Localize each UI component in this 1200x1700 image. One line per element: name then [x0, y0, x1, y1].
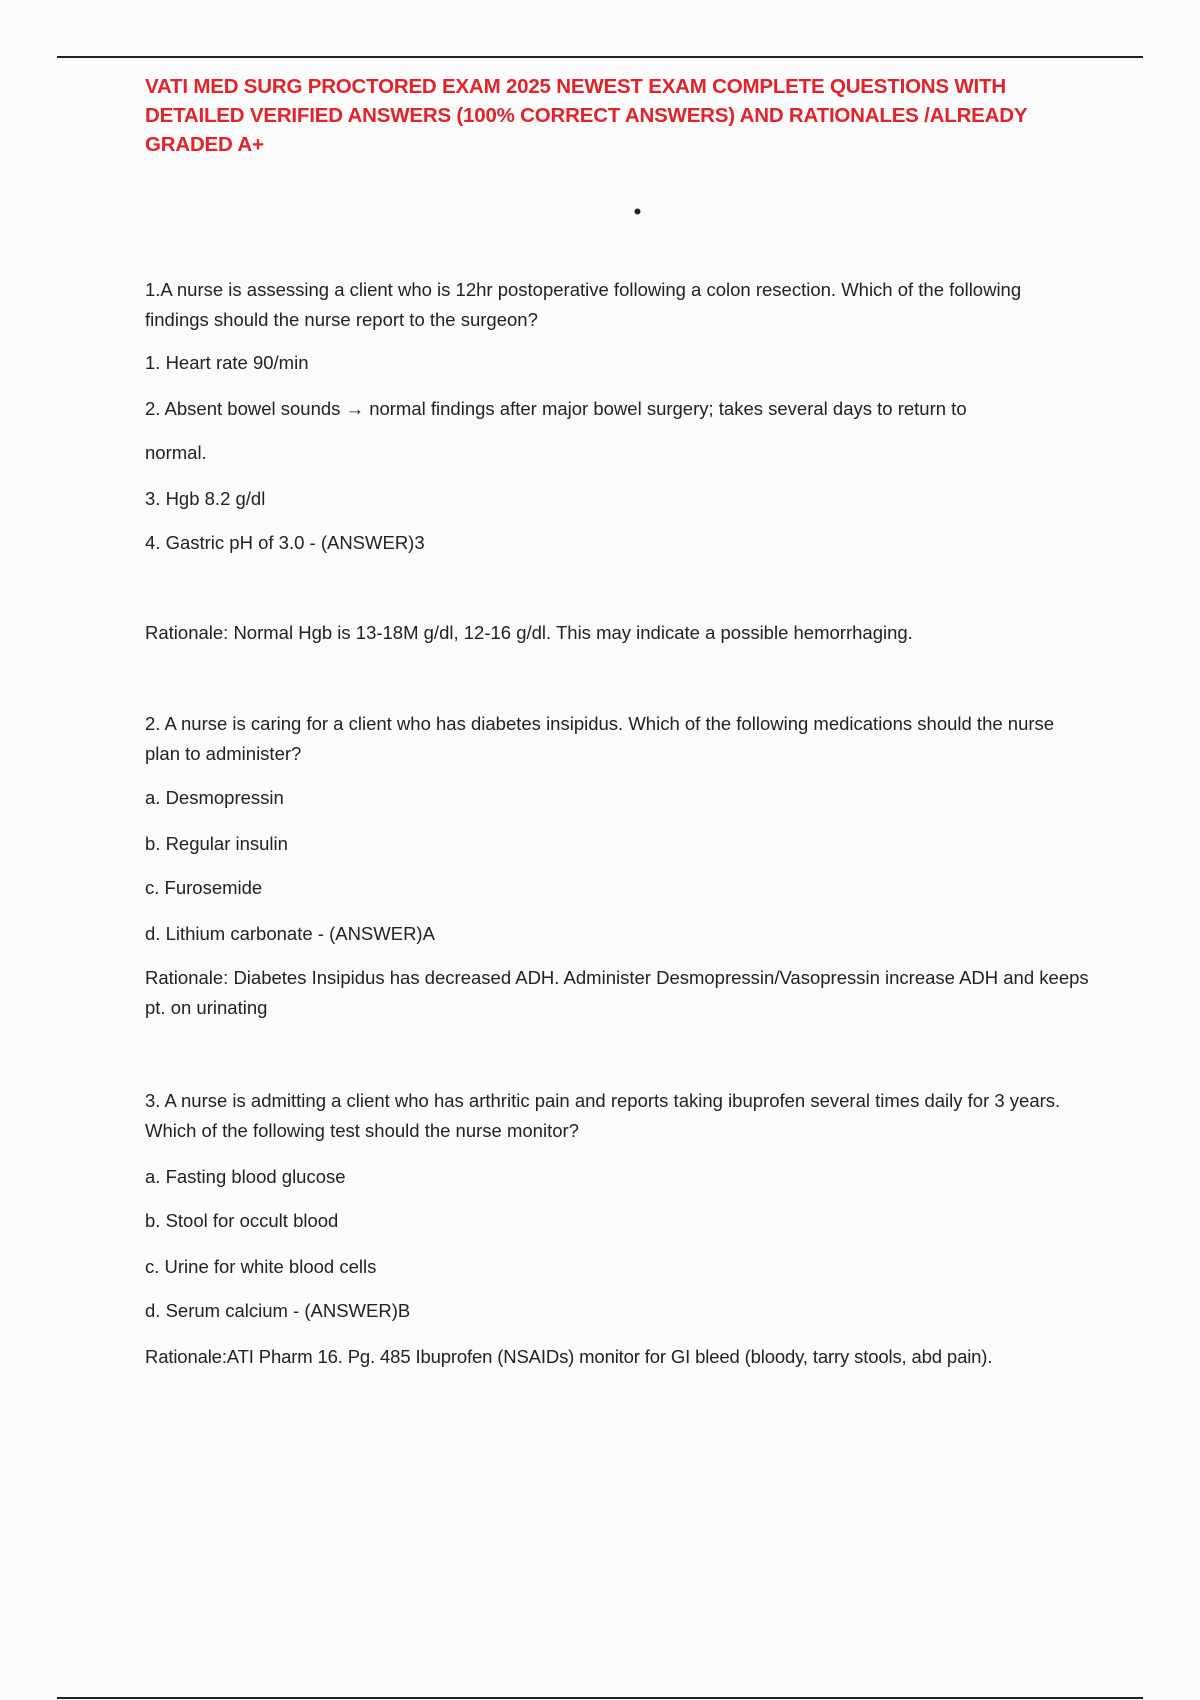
answer-option: 3. Hgb 8.2 g/dl	[145, 488, 266, 509]
answer-option: 1. Heart rate 90/min	[145, 352, 309, 373]
question-1	[145, 275, 1090, 648]
bullet-marker: •	[633, 199, 642, 224]
answer-option: a. Fasting blood glucose	[145, 1166, 346, 1187]
answer-option: b. Regular insulin	[145, 833, 288, 854]
rationale: Rationale: Normal Hgb is 13-18M g/dl, 12-16 g/dl. This may indicate a possible hemorrhaging.	[145, 622, 913, 643]
document-title: VATI MED SURG PROCTORED EXAM 2025 NEWEST EXAM COMPLETE QUESTIONS WITH DETAILED VERIFIED ANSWERS (100% CORRECT ANSWERS) AND RATIONALES /ALREADY GRADED A+	[145, 75, 1027, 156]
question-stem: 1.A nurse is assessing a client who is 12hr postoperative following a colon resection. Which of the following findings should the nurse report to the surgeon?	[145, 279, 1022, 330]
answer-option: b. Stool for occult blood	[145, 1210, 339, 1231]
answer-option: d. Serum calcium - (ANSWER)B	[145, 1300, 411, 1321]
rationale: Rationale:ATI Pharm 16. Pg. 485 Ibuprofen (NSAIDs) monitor for GI bleed (bloody, tarry stools, abd pain).	[145, 1346, 993, 1367]
answer-option: c. Urine for white blood cells	[145, 1256, 377, 1277]
question-2	[145, 709, 1090, 1023]
question-stem: 2. A nurse is caring for a client who has diabetes insipidus. Which of the following medications should the nurse plan to administer?	[145, 713, 1055, 764]
question-3	[145, 1086, 1090, 1372]
bottom-rule	[57, 1697, 1143, 1699]
document-body	[145, 72, 1090, 1372]
top-rule	[57, 56, 1143, 58]
answer-option: a. Desmopressin	[145, 787, 284, 808]
answer-option: 4. Gastric pH of 3.0 - (ANSWER)3	[145, 532, 425, 553]
answer-option: d. Lithium carbonate - (ANSWER)A	[145, 923, 435, 944]
answer-option: 2. Absent bowel sounds → normal findings after major bowel surgery; takes several days to return to	[145, 398, 967, 419]
question-stem: 3. A nurse is admitting a client who has arthritic pain and reports taking ibuprofen several times daily for 3 years. Which of the following test should the nurse monitor?	[145, 1090, 1061, 1141]
answer-option: c. Furosemide	[145, 877, 263, 898]
rationale: Rationale: Diabetes Insipidus has decreased ADH. Administer Desmopressin/Vasopressin increase ADH and keeps pt. on urinating	[145, 967, 1089, 1018]
answer-option: normal.	[145, 442, 207, 463]
